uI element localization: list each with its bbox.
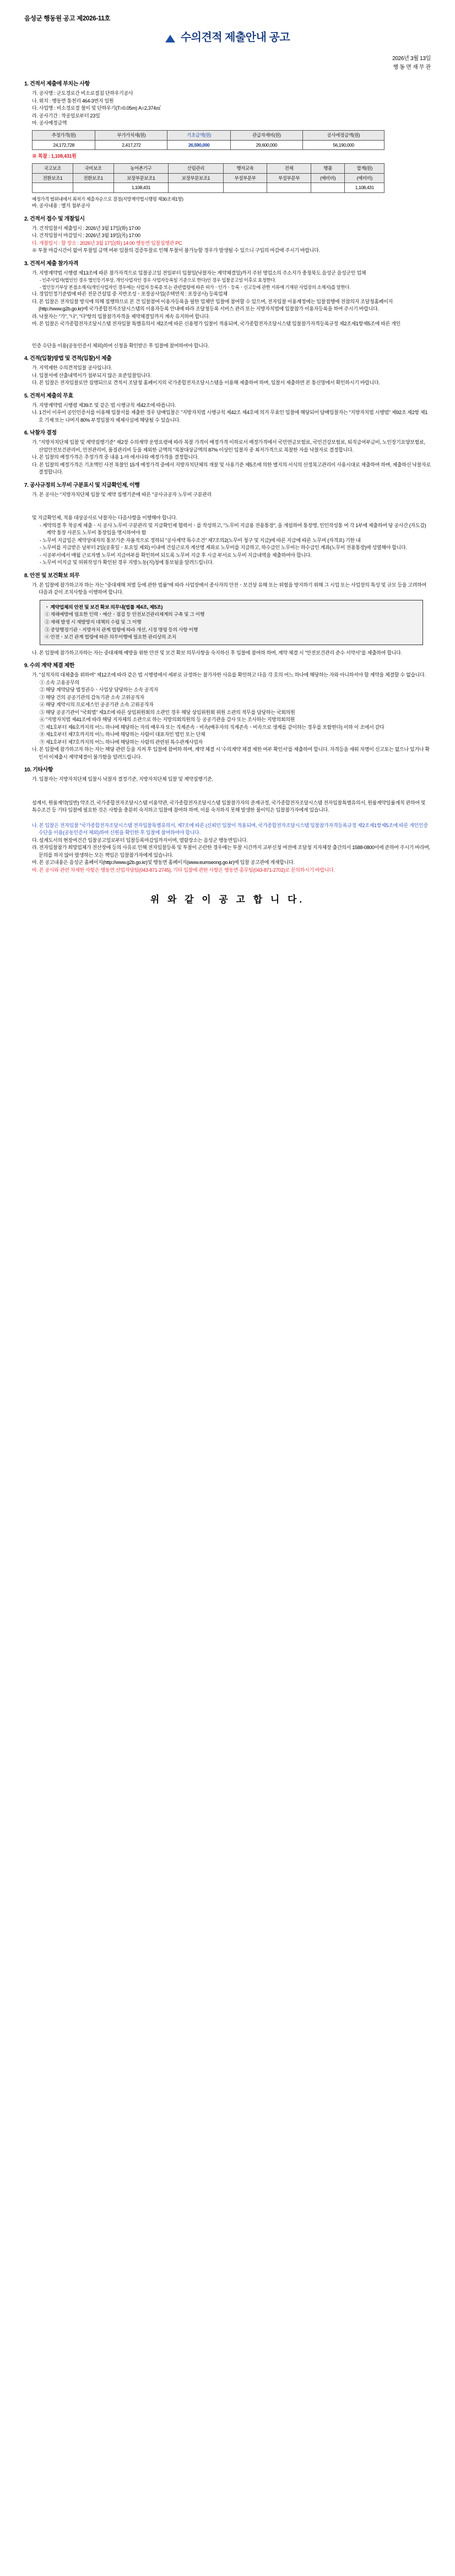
budget-val-0 <box>32 183 73 193</box>
tail-paragraph-0: 설계서, 원룸계약(일반) 약조건, 국가종합전자조달시스템 이용약관, 국가종합전자조달시스템 입찰참가자의 준계규정, 국가종합전자조달시스템 전자입찰특별유의서, 원룸계약일률계칙 관하여 및 특수조건 등 기타 입찰에 필요한 것은 사항을 충분히 숙지하고 입찰에 참여하 하며, 이를 숙지하지 못해 발생한 불이익은 입찰참가자에게 있습니다. <box>32 799 426 813</box>
continued-bullet-3: - 시공부서에서 매월 근로자별 노무비 지급여부를 확인하여 되도록 노무비 지급 후 시급 부서로 노무비 지급내역을 제출하여야 합니다. <box>40 552 312 558</box>
table-row <box>32 183 384 193</box>
section-7-num: 7. <box>24 482 29 489</box>
section-9 <box>24 662 431 761</box>
section-1-num: 1. <box>24 81 29 88</box>
page-title: 수의견적 제출안내 공고 <box>180 31 290 44</box>
issuer: 행 동 면 재 무 관 <box>393 65 431 71</box>
budget-col-7: 합계(원) <box>345 163 384 173</box>
section-2-item-0: 가. 건적입찰서 제출일시 : 2026년 3월 17일(화) 17:00 <box>32 225 140 231</box>
continued-intro: 및 지급확인제, 적용 대상공사로 낙찰자는 다음사항을 이행해야 합니다. <box>32 515 177 521</box>
cost-val-4: 56,190,000 <box>302 140 384 150</box>
safety-obligation-box <box>40 600 423 645</box>
section-4-title: 건적(입찰)방법 및 견적(입찰)서 제출 <box>29 356 112 362</box>
cost-table-header-row <box>32 130 384 140</box>
section-1 <box>24 80 431 210</box>
section-1-item-3: 라. 공사기간 : 착공일로부터 23일 <box>32 112 100 119</box>
section-3-num: 3. <box>24 260 29 267</box>
section-3-item-a: 가. 지방계약법 시행령 제13조에 따른 참가자격으로 입찰공고일 전일부터 입찰일(낙찰자는 계약체결일)까지 주된 영업소의 주소지가 충청북도 음성군 음성군인 업체 <box>32 270 366 276</box>
section-5-title: 건적서 제출의 무효 <box>29 393 73 399</box>
section-3-title: 건적서 제출 참가자격 <box>29 260 79 267</box>
section-2-num: 2. <box>24 216 29 222</box>
section-9-item-6: ⑥ "지방자치법 제41조에 따라 해당 지자체의 소관으로 하는 지방의회의원의 등 공공기관을 감사 또는 조사하는 지방의회의원 <box>40 717 295 723</box>
section-3 <box>24 260 431 350</box>
section-1-item-2: 다. 사업명 : 비소경로절 철이 및 단하우기(T=0.05m) A=2,374㎡ <box>32 105 161 111</box>
section-5-item-0: 가. 지방계약법 시행령 제39조 및 같은 법 시행규칙 제42조에 따릅니다. <box>32 402 176 408</box>
section-4-num: 4. <box>24 356 29 362</box>
section-5-item-1: 나. 1건이 이루어 공인인증서를 이용해 입찰서를 제출한 경우 담배입찰은 "지방자치법 시행규칙 제42조 제4호에 의거 무효인 입찰에 해당되어 담배입찰자는 "지방자치법 시행법" 제92조 제2항 제1호 기재 또는 나머지 80% 부정입찰자 제재사실에 해당될 수 있습니다. <box>32 410 428 423</box>
section-9-item-0: 가. "실적자의 대체출을 위하여" 제12조에 따라 같은 법 시행령에서 세부로 규정하는 참가자한 사유를 확인하고 다음 각 호의 어느 하나에 해당하는 자와 아니하셔야 할 계약을 체결할 수 없습니다. <box>32 672 426 678</box>
cost-val-0: 24,172,728 <box>32 140 95 150</box>
section-5 <box>24 392 431 425</box>
section-6-num: 6. <box>24 430 29 437</box>
budget-col-0: 국고보조 <box>32 163 73 173</box>
issue-date: 2026년 3월 13일 <box>392 56 431 62</box>
section-3-item-a-sub-1: - 법인등기부상 본점소재지(개인사업자인 경우에는 사업자 등록증 또는 관련법령에 따른 허가ㆍ인가ㆍ등록ㆍ신고등에 관한 서류에 기재된 사업장의 소재지)를 말한다. <box>40 284 351 290</box>
section-5-num: 5. <box>24 393 29 399</box>
continued-bullet-0: - 계약의결 후 착공계 제출ㆍ시 공사 노무비 구분관리 및 지급확인제 협력서ㆍ를 작성하고, "노무비 지급용 전용통장", 을 개설하여 통장명, 인인작성통 여 각 1부에 제출하여 당 공사간 (자도감) 계약 통장 사본도 노무비 통장임을 명시하여야 함 <box>40 522 426 536</box>
section-10-item-0: 가. 입찰자는 지방자치단체 입찰시 낙찰자 결정기준, 지방자치단체 입찰 및 계약집행기준, <box>32 776 213 782</box>
section-1-item-1: 나. 위치 : 행동면 통천리 464-3번지 일원 <box>32 98 114 104</box>
section-4-item-2: 다. 본 입찰은 전자입찰로만 집행되므로 견적서 조달청 홈페이지의 국가종합전자조달시스템을 이용해 제출하여 하며, 입찰서 제출하면 본 통신망에서 확인하시기 바랍니다. <box>32 380 380 386</box>
continued-bullet-4: - 노무비 미지급 및 허위작성가 확인된 경우 지방노동(지)청에 통보됨을 알려드립니다. <box>40 560 214 566</box>
document-title-row <box>24 29 431 46</box>
tail-paragraph-2: 다. 설계도서의 현장여건간 입찰공고일로부터 입찰등록마감일까지이며, 열람장소는 음성군 행동면입니다. <box>32 837 248 843</box>
section-2 <box>24 215 431 255</box>
tail-paragraph-1: 나. 본 입찰은 전자입찰 "국가종합전자조달시스템 전자입찰특별유의서, 제7조에 따른 (신뢰인 입찰이 적용되며, 국가종합전자조달시스템 입찰참가자격등록규정 제2조제1항제5조에 따른 개인인증수단을 이용(공동인증서 체외)하여 신원을 확인한 후 입찰에 참여하여야 합니다. <box>32 822 428 836</box>
section-9-item-8: ⑧ 제1호부터 제7호까지의 어느 하나에 해당하는 사람이 대표자인 법인 또는 단체 <box>40 732 205 738</box>
safety-box-item-2: ② 재해 발생 시 재발방지 대책의 수립 및 그 이행 <box>45 619 142 625</box>
section-4-item-0: 가. 지역제한 수의견적입찰 공사입니다. <box>32 365 112 371</box>
budget-col-1: 국비보조 <box>73 163 113 173</box>
budget-sub-1: 전환보조1 <box>73 173 113 183</box>
cost-val-3: 29,600,000 <box>230 140 302 150</box>
section-10 <box>24 766 431 783</box>
budget-val-3 <box>169 183 224 193</box>
section-7-title: 공사규정의 노무비 구분표시 및 지급확인제, 이행 <box>29 482 140 489</box>
section-8-after: 나. 본 입찰에 참가하고자하는 자는 중대재해 예방을 위한 안전 및 보건 확보 의무사항을 숙지하신 후 입찰에 참여하 하며, 계약 체결 시 "안전보건관리 준수 서약서"를 제출하여 합니다. <box>32 650 402 656</box>
section-3-item-d: 라. 낙찰자는 "가", "나", "다"항의 입찰참가자격을 제약체결일까지 계속 유지하여 합니다. <box>32 313 210 319</box>
section-9-item-1: ① 소속 고용공무의 <box>40 679 79 685</box>
section-2-title: 건적서 접수 및 개찰일시 <box>29 216 85 222</box>
continued-bullet-1: - 노무비 지급일은 계약상대자의 통보기준 자율적으로 정하되 "공사계약 특수조건" 제7조의2(노무비 청구 및 지급)에 따른 지급에 따른 노무비 (자격표) 기한 내 <box>40 537 361 543</box>
section-9-item-4: ④ 해당 계약시의 프로세스인 공공기관 소속 고위공직자 <box>40 702 154 708</box>
continued-bullet-2: - 노무비를 지급받은 날부터 2일(공휴일ㆍ토요일 제외) 이내에 건설근로자 계산명 계좌로 노무비를 지급하고, 하수급인 노무비는 하수급인 계좌(노무비 전용통장)에 성열해야 합니다. <box>40 545 407 551</box>
budget-breakdown-table <box>32 163 384 193</box>
safety-box-item-3: ③ 중앙행정기관ㆍ지방자치 관계 법령에 따라 개선, 시정 명령 등의 사항 이행 <box>45 626 198 632</box>
budget-sub-4: 부설부문부 <box>223 173 267 183</box>
section-6-title: 낙찰자 결정 <box>29 430 57 437</box>
budget-col-2: 농어촌기구 <box>113 163 169 173</box>
section-2-item-3: ※ 투찰 마감시간이 없어 투찰일 금액 여부 입찰의 검증투찰로 인해 투찰이 불가능할 경우가 발생될 수 있으니 구입의 마감에 주시기 바랍니다. <box>32 248 320 254</box>
section-9-item-9: ⑨ 제1호부터 제7호까지의 어느 하나에 해당하는 사람의 관련된 특수관계사업자 <box>40 739 203 745</box>
budget-sub-0: 전환보조1 <box>32 173 73 183</box>
cost-val-1: 2,417,272 <box>95 140 167 150</box>
section-9-item-7: ⑦ 제1호부터 제6호까지의 어느 하나에 해당하는 자의 배우자 또는 직계존속ㆍ비속(배우자의 직계존속ㆍ비속으로 생계를 같이하는 경우를 포함한다) 이하 이 조에서 같다 <box>40 724 384 730</box>
section-3-continuation: 인증 수단을 이용(공동인증서 체외)하여 신청을 확인받은 후 입찰에 참여하여야 합니다. <box>32 342 209 348</box>
cost-col-2: 기초금액(원) <box>167 130 230 140</box>
safety-box-title: ㆍ 계약업체의 안전 및 보건 확보 의무내(법률 제4조, 제5조) <box>45 604 163 610</box>
section-8-text: 가. 본 입찰에 참가하고자 하는 자는 "중대재해 처벌 등에 관한 법률"에 따라 사업장에서 종사자의 안전ㆍ보건상 유해 또는 위험을 방지하기 위해 그 시업 또는 사업장의 특성 및 규모 등을 고려하여 다음과 같이 조치사항을 이행하여 합니다. <box>32 582 426 595</box>
section-3-item-a-sub-0: - 인주사업자(법인인 경우 법인등기부상, 개인사업자인 경우 사업자등록일 기준으로 한다)인 경우 입찰공고일 이후로 효정한다. <box>40 277 276 283</box>
cost-col-4: 공사에정금액(원) <box>302 130 384 140</box>
safety-box-item-4: ④ 안전ㆍ보건 관계 법령에 따른 의무이행에 필요한 관리상의 조치 <box>45 634 176 640</box>
budget-val-1 <box>73 183 113 193</box>
section-3-item-c: 다. 본 입찰은 전자입찰 방식에 의해 집행하므로 본 건 입찰참여 이용자등록을 필한 업체만 입찰에 참여할 수 있으며, 전자입찰 이용계정에는 입찰접행에 전참의지 조달청홈페이지(http://www.g2b.go.kr)에 국가종합전자조달시스템의 이용자등록 안내에 따라 조달청등록 서비스 관리 또는 지방자치법에 입찰참가 이용자등록을 하여 주시기 바랍니다. <box>32 298 393 312</box>
section-1-item-4: 마. 공사예정금액 <box>32 120 67 126</box>
section-4-item-1: 나. 입찰서에 산출내역서가 첨부되지 않은 표준입찰입니다. <box>32 372 151 378</box>
document-number: 음성군 행동원 공고 제2026-11호 <box>24 15 111 22</box>
section-1-item-0: 가. 공사명 : 군도경로간 비소로절침 단하우기공사 <box>32 90 133 96</box>
section-7-item-0: 가. 본 공사는 "지방자치단체 입찰 및 계약 집행기준에 따른 "공사규공자 노무비 구분관리 <box>32 491 212 497</box>
closing-statement: 위 와 같 이 공 고 합 니 다. <box>150 894 305 905</box>
budget-col-5: 전체 <box>267 163 311 173</box>
cost-table <box>32 130 384 151</box>
safety-box-item-1: ① 재해예방에 필요한 인력ㆍ예산ㆍ점검 등 안전보건관리체계의 구축 및 그 이행 <box>45 611 205 618</box>
budget-header-row-1 <box>32 163 384 173</box>
section-6-item-1: 나. 본 입찰의 예정가격은 추정가격 중 내용 1-마 에서나와 예정가격을 결정합니다. <box>32 454 199 460</box>
budget-col-4: 행자교육 <box>223 163 267 173</box>
issue-info <box>24 55 431 72</box>
tail-paragraph-4: 마. 본 공고내용은 음성군 홈페이지(http://www.g2b.go.kr)및 행동면 홈페이지(www.eumseong.go.kr)에 입찰 공고관에 게재합니다. <box>32 860 295 866</box>
section-9-item-2: ② 해당 계약담당 법정권수ㆍ사업상 담당하는 소속 공직자 <box>40 687 158 693</box>
section-1-title: 건적서 제출에 부치는 사항 <box>29 81 90 88</box>
section-1-footnote-1: 바. 공사내용 : 별지 첨부공사 <box>32 203 90 209</box>
section-4 <box>24 355 431 387</box>
bid-amount-note: ※ 복찰 : 1,108,431원 <box>32 153 77 159</box>
tail-paragraph-3: 라. 전자입찰참가 희망업체가 전산장애 등의 사유로 인해 전자입찰등록 및 투찰이 곤란한 경우에는 투찰 시간까지 교부신청 여전에 조달청 지자체장 출간의서 1588-0800이에 준하여 주시기 바라며, 문의를 하지 않아 발생하는 모든 책임은 입찰참가자에게 있습니다. <box>32 845 430 858</box>
section-9-title: 9. 수의 계약 체결 제한 <box>24 663 75 669</box>
budget-header-row-2 <box>32 173 384 183</box>
budget-sub-2: 보장부문보조1 <box>113 173 169 183</box>
section-8-title: 8. 안전 및 보건확보 의무 <box>24 572 80 579</box>
budget-val-5 <box>267 183 311 193</box>
budget-sub-3: 보장부문보조1 <box>169 173 224 183</box>
section-2-item-2: 다. 개찰일시 : 할 장소 : 2026년 3월 17일(화) 14:00 행동면 입찰집행관 PC <box>32 240 182 246</box>
section-7 <box>24 481 431 499</box>
section-2-item-1: 나. 건적입찰서 마감일시 : 2026년 3월 19일(목) 17:00 <box>32 233 140 239</box>
budget-val-7: 1,108,431 <box>345 183 384 193</box>
budget-val-2: 1,108,431 <box>113 183 169 193</box>
section-9-item-5: ⑤ 해당 공공기관이 "국회법" 제3조에 따른 상임위원회의 소관인 경우 해당 상임위원회 위원 소관의 적무를 담당하는 국회의원 <box>40 709 295 715</box>
section-3-item-b: 나. 경업인정기준법에 따른 전문건설업 중 지반조성ㆍ포장공사업(주택면적 : 포장공사) 등록업체 <box>32 291 228 297</box>
cost-col-0: 추정가격(원) <box>32 130 95 140</box>
budget-val-4 <box>223 183 267 193</box>
tail-paragraph-5: 바. 본 공사와 관련 차세한 사항은 행동면 산업자당팀(043-871-2745), 기타 입찰에 관한 사항은 행동면 총무팀(043-871-2702)로 문의하시기 바랍니다. <box>32 867 335 873</box>
section-1-footnote-0: 예정가격 범위내에서 최저가 제출자순으로 결정(지방계약법시행령 제30조제1항) <box>32 196 183 202</box>
budget-sub-6: (예비비) <box>311 173 345 183</box>
section-8 <box>24 572 431 657</box>
budget-sub-7: (예비비) <box>345 173 384 183</box>
section-9-item-10: 나. 본 입찰에 참가하고자 하는 자는 해당 관련 등을 지켜 후 입찰에 참여하 하며, 계약 체결 시 '수의계약 체결 제한 여부 확인서'를 제출하여 합니다. 자격등을 세워 차명이 신고토는 없으나 있거나 확인서 이제출시 계약체결이 불가함을 알려드립니다. <box>32 747 430 760</box>
budget-val-6 <box>311 183 345 193</box>
section-10-title: 10. 기타사항 <box>24 767 53 774</box>
budget-sub-5: 부설부문부 <box>267 173 311 183</box>
cost-col-1: 부가가치세(원) <box>95 130 167 140</box>
section-6-item-0: 가. "지방자치단체 입찰 및 계약집행기준" 제2장 수의계약 운영요령에 따라 복찰 가격이 예정가격 이하로서 예정가격에서 국민연금보험료, 국민건강보험료, 퇴직급여부금비, 노인장기요양보험료, 산업안전보건관리비, 안전관리비, 품질관리비 등을 제외한 금액의 "복찰대상금액의 87% 이상인 입찰자 중 최저가격으로 복찰한 자를 낙찰자로 결정합니다. <box>32 439 425 453</box>
budget-col-3: 산림관리 <box>169 163 224 173</box>
section-3-item-e: 마. 본 입찰은 국가종합전자조달시스템 전자입찰 특별유의서 제2조에 따른 신용평가 입찰이 적용되며, 국가종합전자조달시스템 입찰참가자격등록규정 제2조제1항제5조에 따른 개인 <box>32 321 400 327</box>
section-6-item-2: 다. 본 입찰의 예정가격은 기초액인 사전 복찰인 15개 예정가격 중에서 지방자치단체의 개찰 및 사용기준 제5조에 의한 별지의 서식의 선정복고관리이 사용시대로 제출하여 하며, 제출하신 낙찰자로 결정합니다. <box>32 461 431 475</box>
cost-col-3: 관급자재비(원) <box>230 130 302 140</box>
section-6 <box>24 429 431 476</box>
budget-col-6: 행품 <box>311 163 345 173</box>
flag-icon <box>165 35 175 42</box>
cost-val-2: 26,590,000 <box>167 140 230 150</box>
section-9-item-3: ③ 해당 건의 공공기관의 감독기관 소속 고위공직자 <box>40 694 144 700</box>
table-row <box>32 140 384 150</box>
